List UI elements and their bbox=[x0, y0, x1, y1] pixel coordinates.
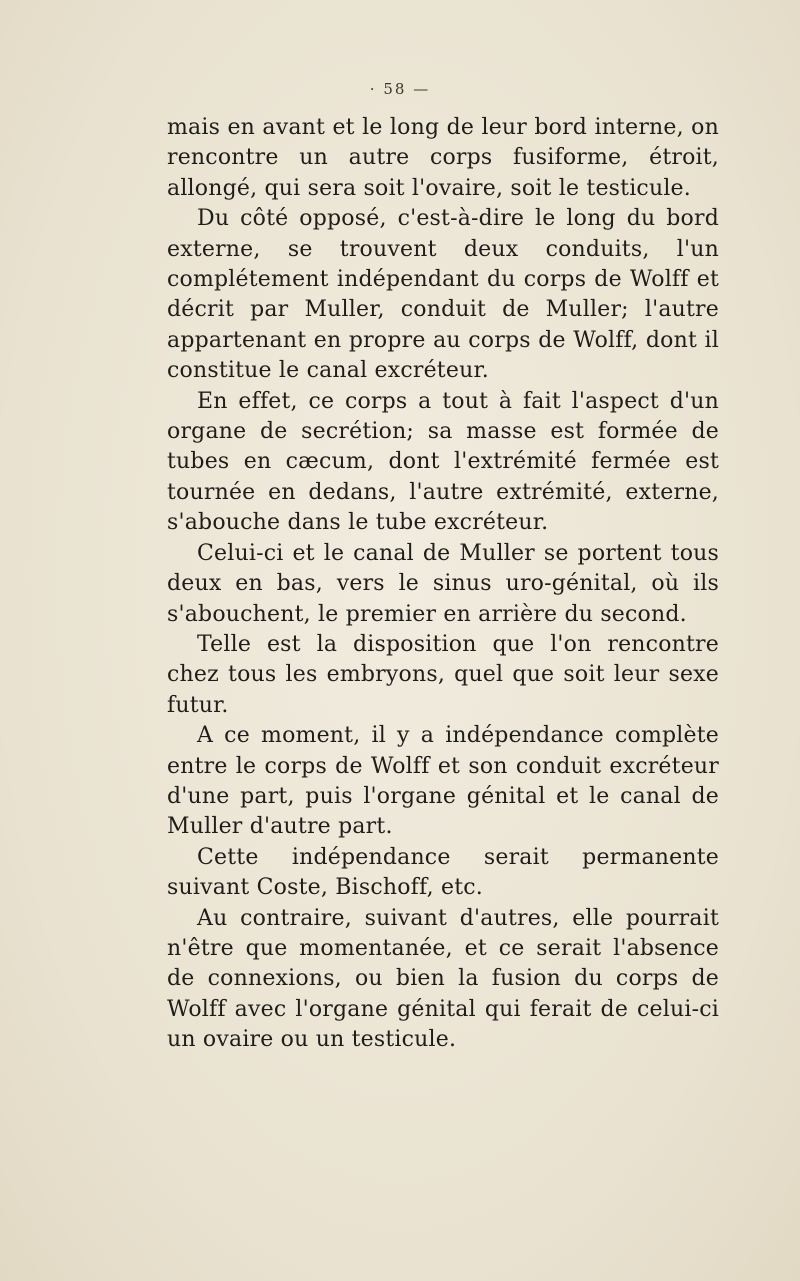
body-text bbox=[167, 113, 719, 1056]
page-number: · 58 — bbox=[369, 80, 431, 98]
paragraph-1: mais en avant et le long de leur bord interne, on rencontre un autre corps fusiforme, étroit, allongé, qui sera soit l'ovaire, soit le testicule. bbox=[167, 115, 719, 201]
paragraph-2: Du côté opposé, c'est-à-dire le long du bord externe, se trouvent deux conduits, l'un complétement indépendant du corps de Wolff et décrit par Muller, conduit de Muller; l'autre appartenant en propre au corps de Wolff, dont il constitue le canal excréteur. bbox=[167, 206, 719, 384]
paragraph-7: Cette indépendance serait permanente suivant Coste, Bischoff, etc. bbox=[167, 844, 719, 901]
paragraph-3: En effet, ce corps a tout à fait l'aspect d'un organe de secrétion; sa masse est formée de tubes en cæcum, dont l'extrémité fermée est tournée en dedans, l'autre extrémité, externe, s'abouche dans le tube excréteur. bbox=[167, 388, 719, 536]
paragraph-6: A ce moment, il y a indépendance complète entre le corps de Wolff et son conduit excréteur d'une part, puis l'organe génital et le canal de Muller d'autre part. bbox=[167, 723, 719, 840]
paragraph-5: Telle est la disposition que l'on rencontre chez tous les embryons, quel que soit leur sexe futur. bbox=[167, 631, 719, 718]
paragraph-8: Au contraire, suivant d'autres, elle pourrait n'être que momentanée, et ce serait l'absence de connexions, ou bien la fusion du corps de Wolff avec l'organe génital qui ferait de celui-ci un ovaire ou un testicule. bbox=[167, 905, 719, 1053]
paragraph-4: Celui-ci et le canal de Muller se portent tous deux en bas, vers le sinus uro-génital, où ils s'abouchent, le premier en arrière du second. bbox=[167, 540, 719, 627]
